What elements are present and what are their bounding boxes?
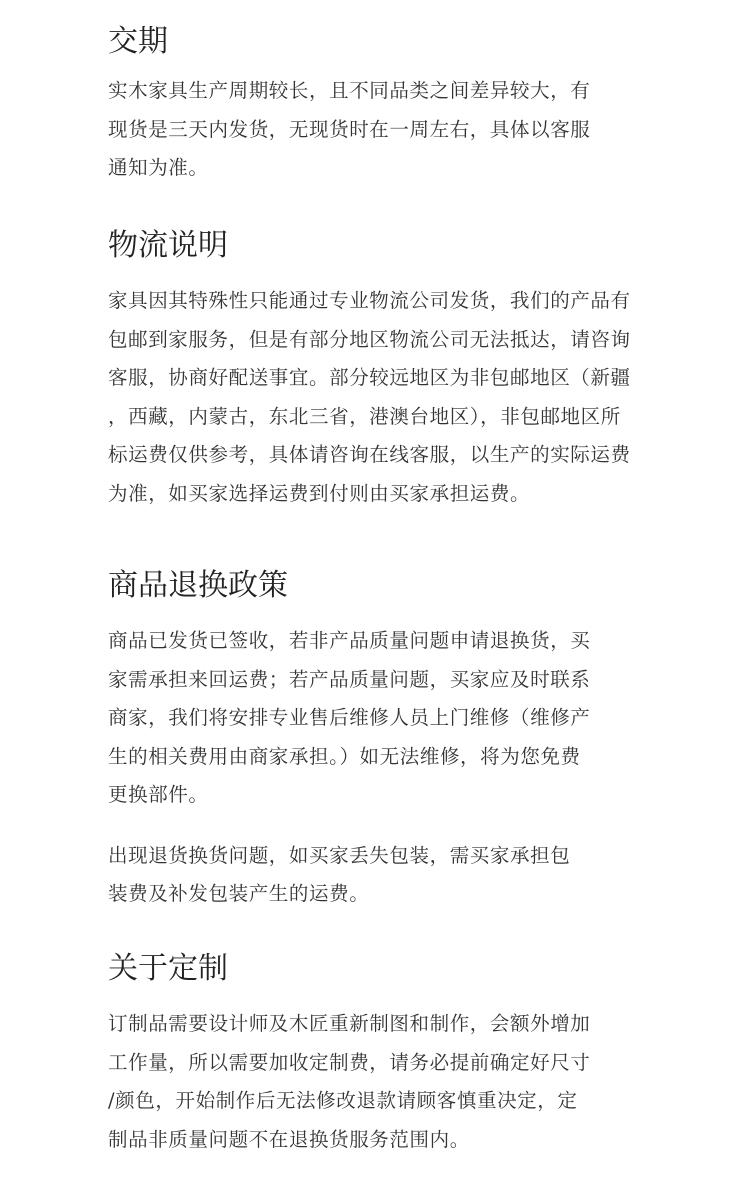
paragraph-line: 商品已发货已签收，若非产品质量问题申请退换货，买 <box>108 629 591 652</box>
paragraph-line: /颜色，开始制作后无法修改退款请顾客慎重决定，定 <box>108 1089 578 1112</box>
paragraph-line: 客服，协商好配送事宜。部分较远地区为非包邮地区（新疆 <box>108 366 631 389</box>
paragraph-line: 工作量，所以需要加收定制费，请务必提前确定好尺寸 <box>108 1050 591 1074</box>
section-paragraph <box>108 837 648 914</box>
paragraph-line: 现货是三天内发货，无现货时在一周左右，具体以客服 <box>108 117 591 141</box>
paragraph-line: 标运费仅供参考，具体请咨询在线客服，以生产的实际运费 <box>108 443 631 466</box>
paragraph-line: 制品非质量问题不在退换货服务范围内。 <box>108 1127 470 1151</box>
paragraph-line: 家需承担来回运费；若产品质量问题，买家应及时联系 <box>108 667 591 691</box>
section-delivery-time <box>108 24 648 188</box>
paragraph-line: 更换部件。 <box>108 783 209 806</box>
paragraph-line: 包邮到家服务，但是有部分地区物流公司无法抵达，请咨询 <box>108 327 631 351</box>
paragraph-line: 出现退货换货问题，如买家丢失包装，需买家承担包 <box>108 843 571 867</box>
paragraph-line: 装费及补发包装产生的运费。 <box>108 882 370 905</box>
paragraph-line: 实木家具生产周期较长，且不同品类之间差异较大，有 <box>108 79 591 102</box>
section-title: 关于定制 <box>108 951 228 986</box>
paragraph-line: 生的相关费用由商家承担。）如无法维修，将为您免费 <box>108 744 581 768</box>
paragraph-line: 通知为准。 <box>108 156 209 179</box>
paragraph-line: 家具因其特殊性只能通过专业物流公司发货，我们的产品有 <box>108 289 631 312</box>
section-customization <box>108 951 648 1159</box>
section-paragraph <box>108 1005 648 1159</box>
section-paragraph <box>108 622 648 815</box>
paragraph-line: 商家，我们将安排专业售后维修人员上门维修（维修产 <box>108 706 591 729</box>
section-title: 物流说明 <box>108 228 228 263</box>
section-paragraph <box>108 282 648 513</box>
paragraph-line: ，西藏，内蒙古，东北三省，港澳台地区），非包邮地区所 <box>108 404 621 428</box>
paragraph-line: 为准，如买家选择运费到付则由买家承担运费。 <box>108 481 531 505</box>
section-title: 商品退换政策 <box>108 568 288 603</box>
section-return-policy <box>108 568 648 914</box>
paragraph-line: 订制品需要设计师及木匠重新制图和制作，会额外增加 <box>108 1012 591 1035</box>
section-title: 交期 <box>108 24 168 59</box>
section-paragraph <box>108 72 648 188</box>
section-logistics <box>108 228 648 513</box>
